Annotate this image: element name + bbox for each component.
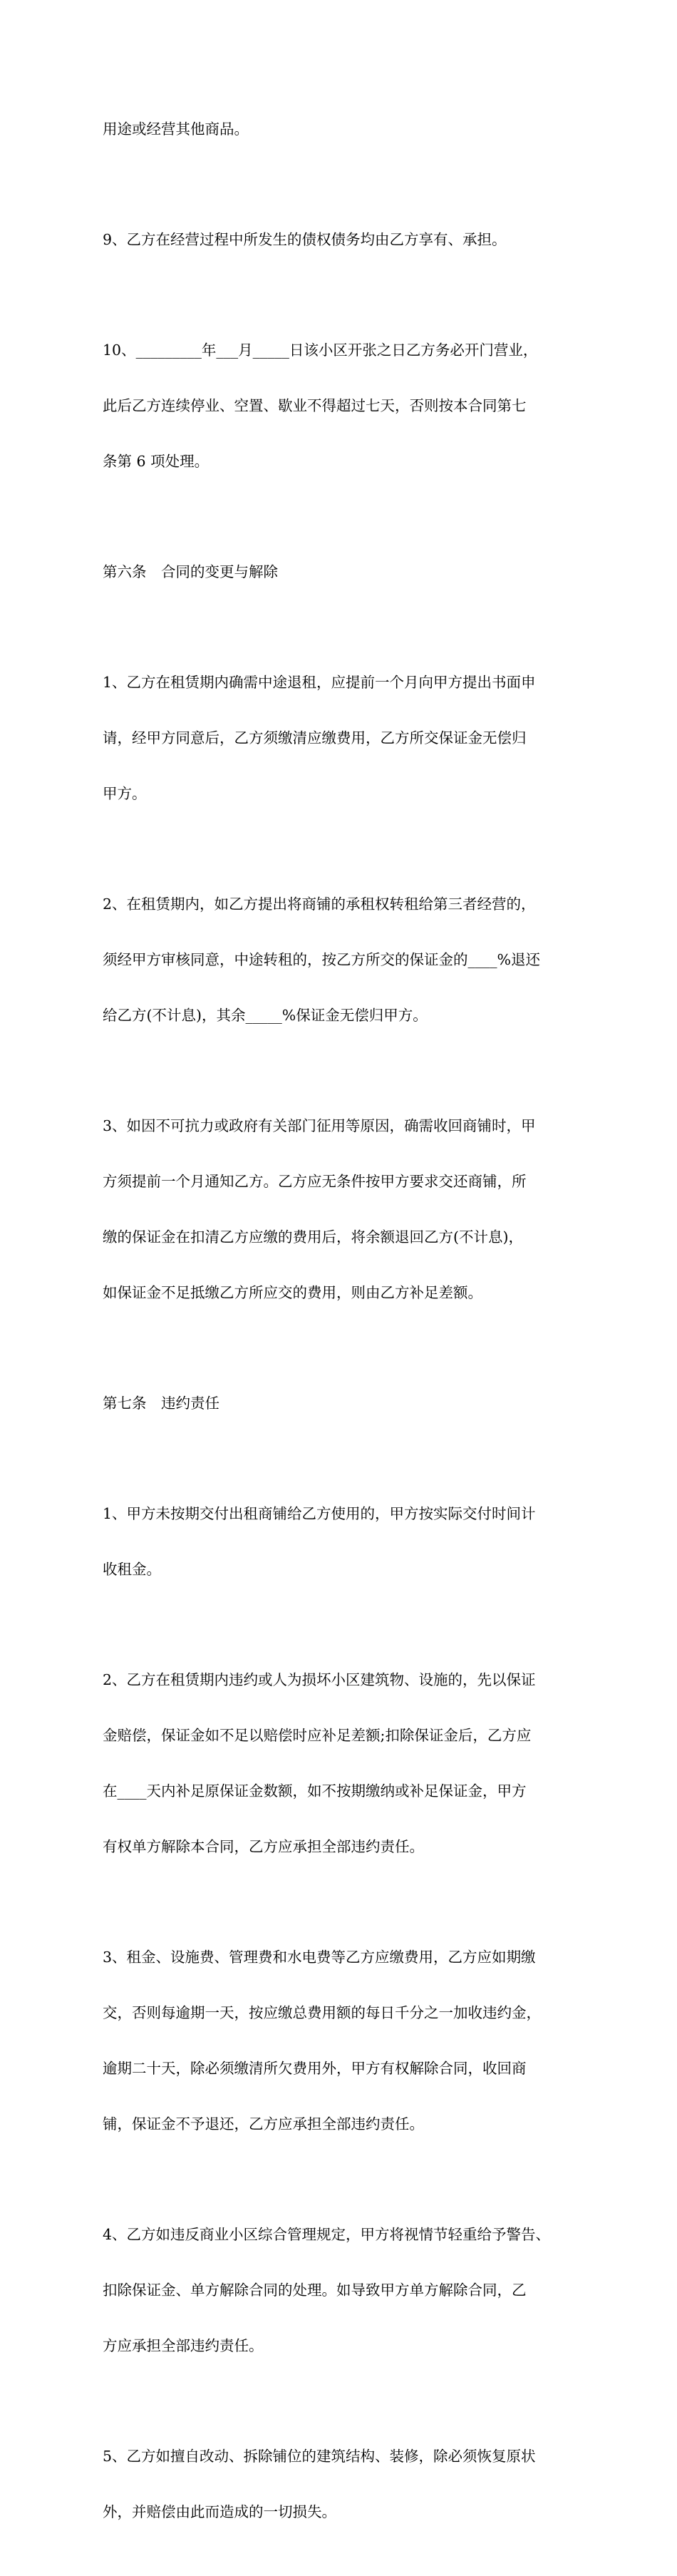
paragraph-line: 9、乙方在经营过程中所发生的债权债务均由乙方享有、承担。 <box>103 231 507 248</box>
article-7-clause-5 <box>103 2410 584 2558</box>
section-heading: 第六条 合同的变更与解除 <box>103 563 278 580</box>
paragraph-line: 扣除保证金、单方解除合同的处理。如导致甲方单方解除合同，乙 <box>103 2282 527 2299</box>
paragraph-line: 条第 6 项处理。 <box>103 453 210 470</box>
paragraph-line: 1、甲方未按期交付出租商铺给乙方使用的，甲方按实际交付时间计 <box>103 1505 536 1522</box>
paragraph-line: 交，否则每逾期一天，按应缴总费用额的每日千分之一加收违约金， <box>103 2004 541 2021</box>
article-7-clause-4 <box>103 2188 584 2392</box>
paragraph-line: 1、乙方在租赁期内确需中途退租，应提前一个月向甲方提出书面申 <box>103 674 536 691</box>
paragraph-line: 甲方。 <box>103 785 147 802</box>
paragraph-line: 须经甲方审核同意，中途转租的，按乙方所交的保证金的____%退还 <box>103 951 540 968</box>
paragraph-line: 此后乙方连续停业、空置、歇业不得超过七天，否则按本合同第七 <box>103 397 527 414</box>
article-6-clause-2 <box>103 858 584 1062</box>
paragraph-line: 在____天内补足原保证金数额，如不按期缴纳或补足保证金，甲方 <box>103 1782 527 1800</box>
paragraph-line: 5、乙方如擅自改动、拆除铺位的建筑结构、装修，除必须恢复原状 <box>103 2448 536 2465</box>
paragraph-line: 缴的保证金在扣清乙方应缴的费用后，将余额退回乙方(不计息)， <box>103 1228 523 1246</box>
clause-9 <box>103 193 584 286</box>
paragraph-line: 方须提前一个月通知乙方。乙方应无条件按甲方要求交还商铺，所 <box>103 1173 527 1190</box>
paragraph-line: 3、如因不可抗力或政府有关部门征用等原因，确需收回商铺时，甲 <box>103 1117 536 1134</box>
article-6-heading <box>103 525 584 618</box>
paragraph-line: 10、_________年___月_____日该小区开张之日乙方务必开门营业， <box>103 342 538 359</box>
article-7-clause-2 <box>103 1633 584 1893</box>
paragraph-line: 铺，保证金不予退还，乙方应承担全部违约责任。 <box>103 2115 424 2133</box>
paragraph-line: 请，经甲方同意后，乙方须缴清应缴费用，乙方所交保证金无偿归 <box>103 729 527 746</box>
paragraph-line: 3、租金、设施费、管理费和水电费等乙方应缴费用，乙方应如期缴 <box>103 1949 536 1966</box>
paragraph-line: 给乙方(不计息)，其余_____%保证金无偿归甲方。 <box>103 1007 428 1024</box>
paragraph-usage-tail <box>103 83 584 175</box>
paragraph-line: 逾期二十天，除必须缴清所欠费用外，甲方有权解除合同，收回商 <box>103 2060 527 2077</box>
article-6-clause-3 <box>103 1079 584 1339</box>
paragraph-line: 收租金。 <box>103 1561 161 1578</box>
article-7-clause-1 <box>103 1467 584 1616</box>
paragraph-line: 2、在租赁期内，如乙方提出将商铺的承租权转租给第三者经营的， <box>103 896 536 913</box>
paragraph-line: 方应承担全部违约责任。 <box>103 2337 264 2354</box>
clause-10 <box>103 304 584 508</box>
paragraph-line: 用途或经营其他商品。 <box>103 120 249 138</box>
article-6-clause-1 <box>103 636 584 840</box>
section-heading: 第七条 违约责任 <box>103 1395 219 1412</box>
paragraph-line: 4、乙方如违反商业小区综合管理规定，甲方将视情节轻重给予警告、 <box>103 2226 551 2243</box>
article-7-clause-3 <box>103 1911 584 2170</box>
document-page <box>103 83 584 2576</box>
paragraph-line: 金赔偿，保证金如不足以赔偿时应补足差额;扣除保证金后，乙方应 <box>103 1727 532 1744</box>
paragraph-line: 有权单方解除本合同，乙方应承担全部违约责任。 <box>103 1838 424 1855</box>
paragraph-line: 2、乙方在租赁期内违约或人为损坏小区建筑物、设施的，先以保证 <box>103 1671 536 1688</box>
paragraph-line: 外，并赔偿由此而造成的一切损失。 <box>103 2503 336 2520</box>
paragraph-line: 如保证金不足抵缴乙方所应交的费用，则由乙方补足差额。 <box>103 1284 482 1301</box>
article-7-heading <box>103 1357 584 1449</box>
